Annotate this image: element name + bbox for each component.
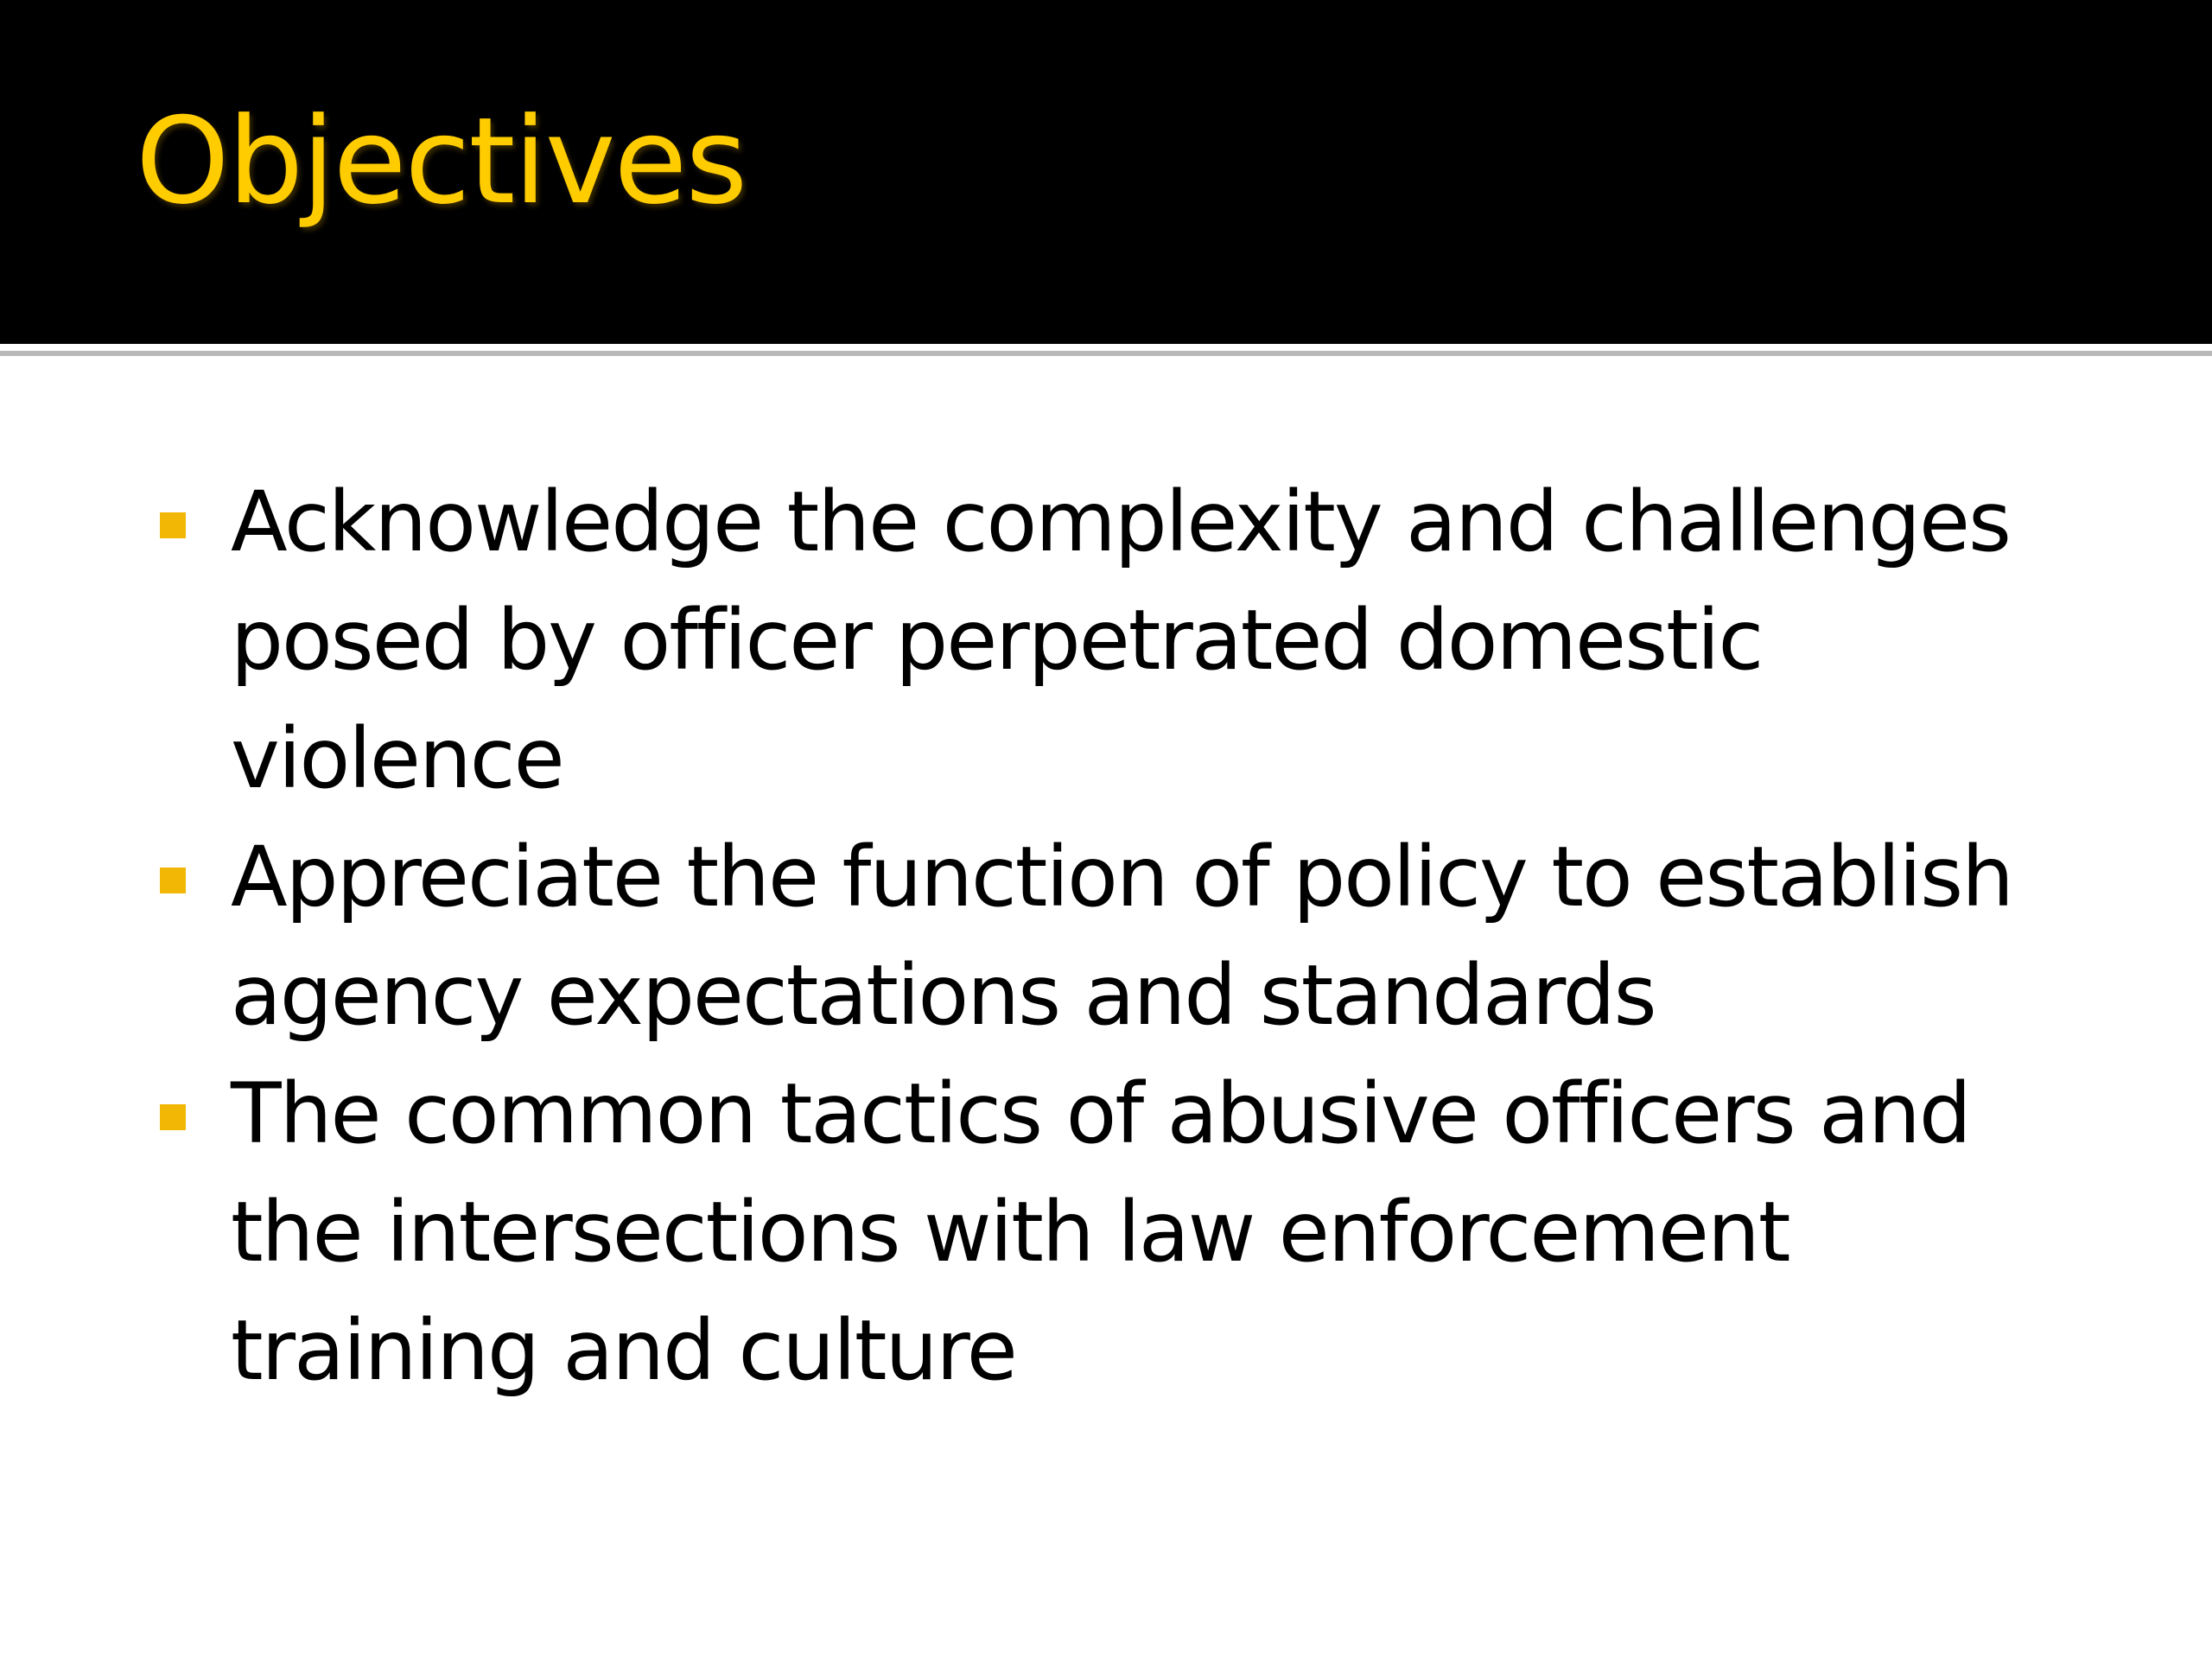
square-bullet-icon [160,868,186,893]
square-bullet-icon [160,512,186,538]
bullet-text: Acknowledge the complexity and challenges posed by officer perpetrated domestic violence [231,474,2011,807]
bullet-text: Appreciate the function of policy to establish agency expectations and standards [231,829,2012,1044]
bullet-list [0,463,2212,1410]
bullet-item [0,463,2088,818]
title-divider-light [0,344,2212,351]
slide-title: Objectives [136,92,747,231]
title-bar [0,0,2212,344]
bullet-item [0,818,2088,1055]
title-divider-line [0,351,2212,356]
bullet-item [0,1055,2088,1410]
square-bullet-icon [160,1104,186,1130]
bullet-text: The common tactics of abusive officers and the intersections with law enforcement training and culture [231,1065,1970,1399]
